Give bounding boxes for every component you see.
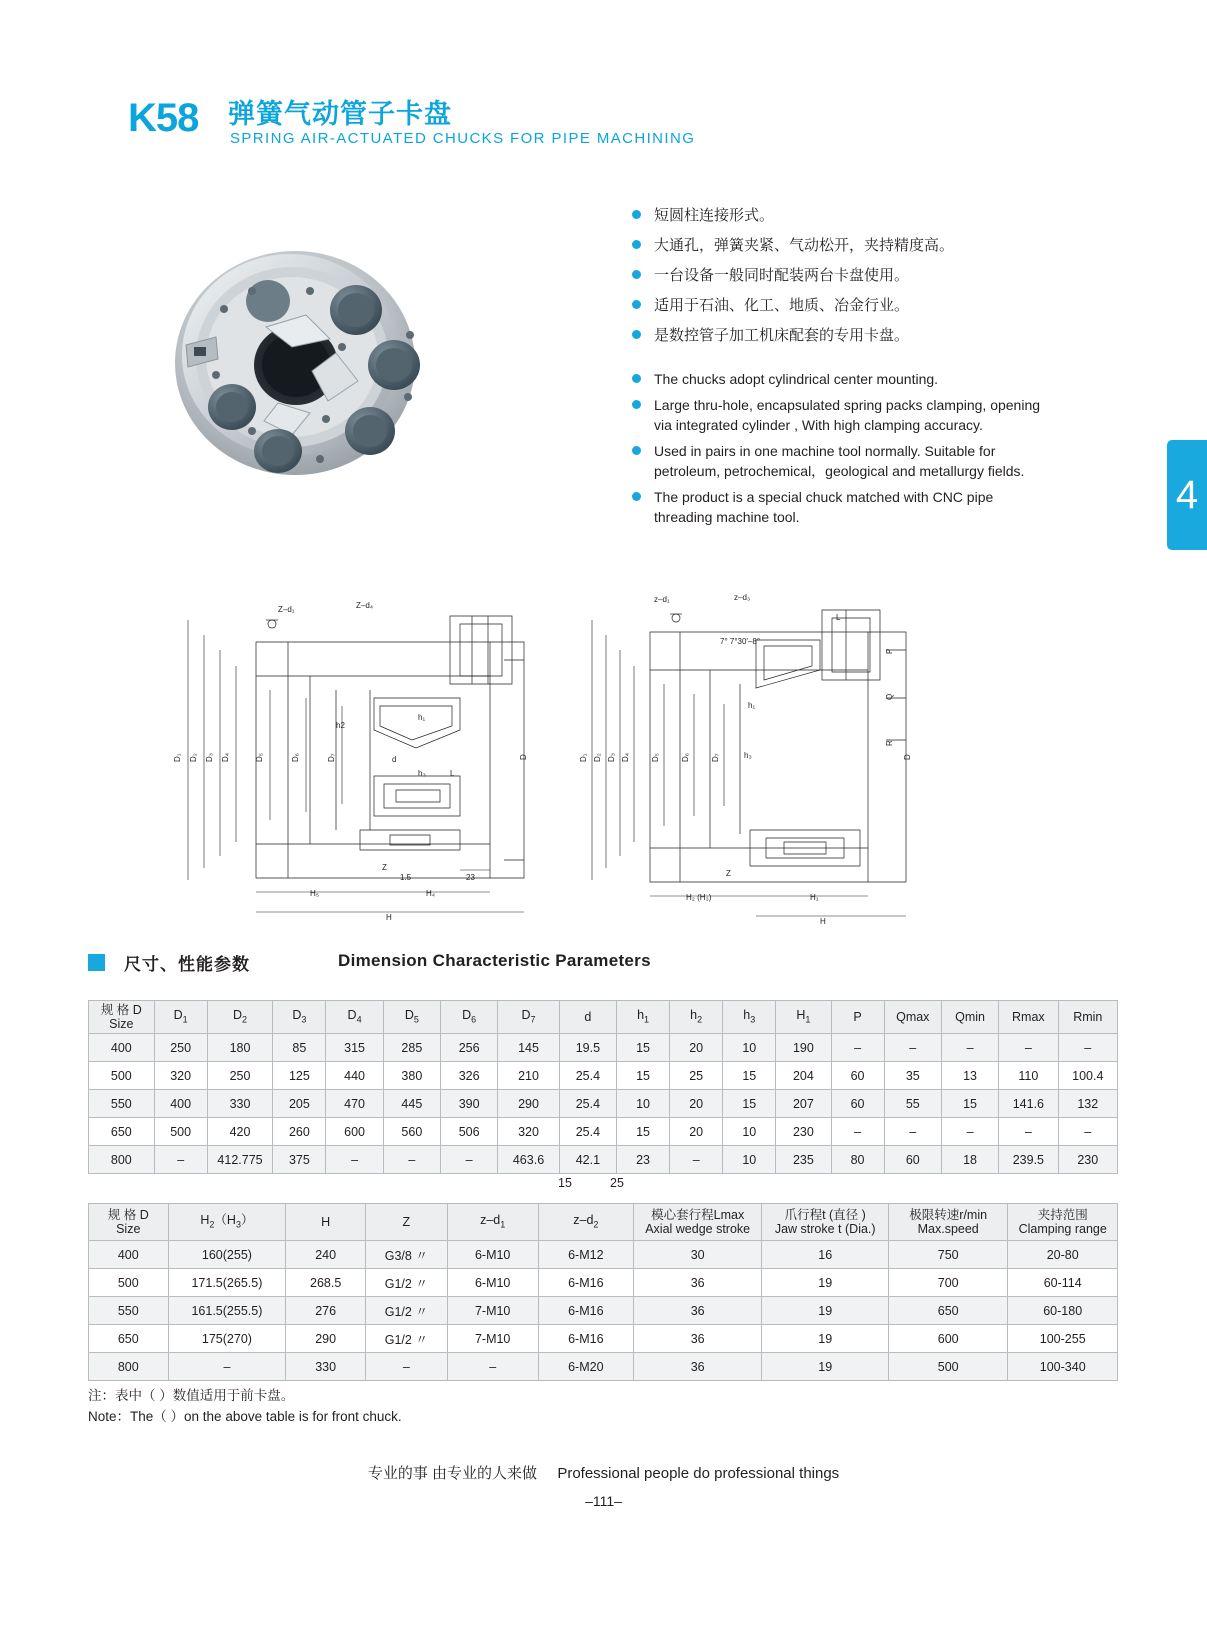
cell: 100.4 — [1058, 1062, 1117, 1090]
cell: 36 — [633, 1297, 762, 1325]
feature-item — [632, 487, 1052, 528]
bullet-dot-icon — [632, 300, 641, 309]
cell: 6-M16 — [538, 1269, 633, 1297]
cell: 80 — [831, 1146, 884, 1174]
svg-text:z–d₃: z–d₃ — [734, 593, 751, 602]
cell: 16 — [762, 1241, 889, 1269]
table-row — [89, 1297, 1118, 1325]
col-header: $z-d_1$ — [447, 1204, 538, 1241]
col-header: $z-d_2$ — [538, 1204, 633, 1241]
table-header-row — [89, 1204, 1118, 1241]
cell: 6-M16 — [538, 1325, 633, 1353]
col-header: 夹持范围 Clamping range — [1008, 1204, 1118, 1241]
cell: 380 — [383, 1062, 440, 1090]
cell: 330 — [286, 1353, 366, 1381]
col-header: H — [286, 1204, 366, 1241]
cell: 235 — [776, 1146, 831, 1174]
svg-text:h₁: h₁ — [748, 701, 756, 710]
technical-drawings — [160, 580, 960, 935]
col-header: Rmin — [1058, 1001, 1117, 1034]
col-header: $D_4$ — [326, 1001, 383, 1034]
cell: 400 — [89, 1241, 169, 1269]
cell: 161.5(255.5) — [168, 1297, 286, 1325]
table-row — [89, 1034, 1118, 1062]
cell: 320 — [498, 1118, 559, 1146]
cell: 750 — [888, 1241, 1007, 1269]
cell: 400 — [154, 1090, 207, 1118]
cell: 132 — [1058, 1090, 1117, 1118]
svg-text:D₃: D₃ — [607, 752, 616, 762]
feature-text: 是数控管子加工机床配套的专用卡盘。 — [654, 327, 910, 344]
col-header: d — [559, 1001, 616, 1034]
cell: 10 — [723, 1146, 776, 1174]
cell: 36 — [633, 1325, 762, 1353]
svg-text:h₁: h₁ — [418, 713, 426, 722]
cell: 100-255 — [1008, 1325, 1118, 1353]
col-header: $D_2$ — [207, 1001, 273, 1034]
table-header-row — [89, 1001, 1118, 1034]
dimension-table-2 — [88, 1203, 1118, 1381]
cell: 650 — [89, 1325, 169, 1353]
cell: 230 — [1058, 1146, 1117, 1174]
cell: 600 — [326, 1118, 383, 1146]
cell: 60 — [831, 1062, 884, 1090]
cell: 276 — [286, 1297, 366, 1325]
table-row — [89, 1062, 1118, 1090]
cell: 6-M16 — [538, 1297, 633, 1325]
cell: 145 — [498, 1034, 559, 1062]
feature-text: The chucks adopt cylindrical center mounting. — [654, 371, 939, 387]
cell: 25.4 — [559, 1090, 616, 1118]
cell: 125 — [273, 1062, 326, 1090]
cell: 239.5 — [999, 1146, 1058, 1174]
cell: – — [670, 1146, 723, 1174]
svg-text:23: 23 — [466, 873, 475, 882]
cell: – — [831, 1034, 884, 1062]
col-header: 模心套行程Lmax Axial wedge stroke — [633, 1204, 762, 1241]
model-code: K58 — [128, 96, 199, 140]
cell: 160(255) — [168, 1241, 286, 1269]
cell: 18 — [941, 1146, 998, 1174]
svg-text:H₂ (H₃): H₂ (H₃) — [686, 893, 712, 902]
svg-text:z–d₁: z–d₁ — [654, 595, 670, 604]
cell: 800 — [89, 1146, 155, 1174]
cell: 15 — [723, 1062, 776, 1090]
feature-item — [632, 325, 1052, 346]
cell: 60 — [831, 1090, 884, 1118]
table-row — [89, 1353, 1118, 1381]
cell: 6-M12 — [538, 1241, 633, 1269]
feature-item — [632, 369, 1052, 390]
cell: 315 — [326, 1034, 383, 1062]
col-header: 极限转速r/min Max.speed — [888, 1204, 1007, 1241]
cell: 390 — [441, 1090, 498, 1118]
cell: 240 — [286, 1241, 366, 1269]
svg-text:D₂: D₂ — [189, 753, 198, 762]
col-header: 规 格 D Size — [89, 1204, 169, 1241]
cell: 250 — [207, 1062, 273, 1090]
col-header: $D_1$ — [154, 1001, 207, 1034]
bullet-dot-icon — [632, 374, 641, 383]
svg-text:7° 7°30′–8°: 7° 7°30′–8° — [720, 637, 761, 646]
table-row — [89, 1118, 1118, 1146]
cell: 13 — [941, 1062, 998, 1090]
cell: 6-M10 — [447, 1241, 538, 1269]
cell: 15 — [617, 1118, 670, 1146]
cell: – — [441, 1146, 498, 1174]
svg-text:D₂: D₂ — [593, 753, 602, 762]
col-header: Z — [366, 1204, 448, 1241]
cell: 36 — [633, 1269, 762, 1297]
feature-text: 大通孔，弹簧夹紧、气动松开，夹持精度高。 — [654, 237, 955, 254]
page-title-cn: 弹簧气动管子卡盘 — [228, 99, 452, 129]
svg-text:h2: h2 — [336, 721, 345, 730]
cell: 25 — [670, 1062, 723, 1090]
cell: 650 — [888, 1297, 1007, 1325]
cell: 500 — [89, 1062, 155, 1090]
bullet-dot-icon — [632, 400, 641, 409]
cell: 500 — [89, 1269, 169, 1297]
cell: 650 — [89, 1118, 155, 1146]
cell: G3/8 〃 — [366, 1241, 448, 1269]
feature-text: 短圆柱连接形式。 — [654, 207, 775, 224]
svg-text:d: d — [392, 755, 397, 764]
bullet-dot-icon — [632, 240, 641, 249]
cell: 60 — [884, 1146, 941, 1174]
cell: G1/2 〃 — [366, 1297, 448, 1325]
cell: 42.1 — [559, 1146, 616, 1174]
cell: 141.6 — [999, 1090, 1058, 1118]
cell: – — [326, 1146, 383, 1174]
cell: – — [999, 1034, 1058, 1062]
cell: 445 — [383, 1090, 440, 1118]
table-row — [89, 1269, 1118, 1297]
cell: 60-114 — [1008, 1269, 1118, 1297]
cell: 15 — [617, 1034, 670, 1062]
feature-text: Large thru-hole, encapsulated spring packs clamping, opening via integrated cylinder , With high clamping accuracy. — [654, 396, 1041, 433]
svg-text:Z–d₁: Z–d₁ — [278, 605, 295, 614]
footer-slogan-en: Professional people do professional things — [557, 1465, 840, 1482]
cell: 260 — [273, 1118, 326, 1146]
cell: 10 — [723, 1118, 776, 1146]
cell: 85 — [273, 1034, 326, 1062]
cell: 285 — [383, 1034, 440, 1062]
cell: 330 — [207, 1090, 273, 1118]
cell: – — [831, 1118, 884, 1146]
svg-text:D₅: D₅ — [255, 753, 264, 762]
cell: 210 — [498, 1062, 559, 1090]
cell: – — [366, 1353, 448, 1381]
cell: 6-M10 — [447, 1269, 538, 1297]
col-header-cn: 规 格 D — [100, 1003, 142, 1017]
footer-slogan-cn: 专业的事 由专业的人来做 — [367, 1465, 537, 1482]
svg-text:D₄: D₄ — [221, 752, 230, 762]
section-title-en: Dimension Characteristic Parameters — [338, 951, 651, 970]
svg-text:D₇: D₇ — [327, 753, 336, 762]
bullet-dot-icon — [632, 492, 641, 501]
svg-text:H: H — [820, 917, 826, 926]
table-row — [89, 1241, 1118, 1269]
cell: 20 — [670, 1090, 723, 1118]
table-row — [89, 1325, 1118, 1353]
cell: 420 — [207, 1118, 273, 1146]
feature-item — [632, 265, 1052, 286]
cell: 320 — [154, 1062, 207, 1090]
svg-text:D: D — [903, 754, 912, 760]
svg-text:D₄: D₄ — [621, 752, 630, 762]
feature-text: Used in pairs in one machine tool normally. Suitable for petroleum, petrochemical，geological and metallurgy fields. — [654, 442, 1025, 479]
cell: 204 — [776, 1062, 831, 1090]
cell: 20 — [670, 1118, 723, 1146]
svg-text:D₁: D₁ — [579, 753, 588, 762]
cell: 550 — [89, 1297, 169, 1325]
cell: 506 — [441, 1118, 498, 1146]
bullet-dot-icon — [632, 330, 641, 339]
footer-slogan — [0, 1462, 1207, 1483]
cell: 20-80 — [1008, 1241, 1118, 1269]
col-header: Qmin — [941, 1001, 998, 1034]
cell: – — [154, 1146, 207, 1174]
svg-text:D₇: D₇ — [711, 753, 720, 762]
col-header: 爪行程t (直径 ) Jaw stroke t (Dia.) — [762, 1204, 889, 1241]
cell: – — [1058, 1034, 1117, 1062]
cell: 110 — [999, 1062, 1058, 1090]
section-heading — [88, 950, 988, 980]
cell: 180 — [207, 1034, 273, 1062]
cell: 230 — [776, 1118, 831, 1146]
svg-text:D₁: D₁ — [173, 753, 182, 762]
cell: 175(270) — [168, 1325, 286, 1353]
cell: 290 — [498, 1090, 559, 1118]
bullet-dot-icon — [632, 446, 641, 455]
cell: 35 — [884, 1062, 941, 1090]
cell: 256 — [441, 1034, 498, 1062]
extra-h2-value: 25 — [610, 1176, 624, 1190]
cell: 500 — [888, 1353, 1007, 1381]
svg-text:D₆: D₆ — [291, 752, 300, 762]
col-header: $h_3$ — [723, 1001, 776, 1034]
feature-item — [632, 295, 1052, 316]
svg-text:R: R — [885, 740, 894, 746]
cell: 15 — [941, 1090, 998, 1118]
cell: 60-180 — [1008, 1297, 1118, 1325]
svg-text:D: D — [519, 754, 528, 760]
col-header: $D_5$ — [383, 1001, 440, 1034]
page-tab-number: 4 — [1167, 440, 1207, 550]
cell: 400 — [89, 1034, 155, 1062]
svg-text:H₁: H₁ — [810, 893, 819, 902]
svg-text:D₃: D₃ — [205, 752, 214, 762]
cell: 55 — [884, 1090, 941, 1118]
cell: 700 — [888, 1269, 1007, 1297]
feature-text: 一台设备一般同时配装两台卡盘使用。 — [654, 267, 910, 284]
col-header: $H_1$ — [776, 1001, 831, 1034]
col-header: $h_1$ — [617, 1001, 670, 1034]
col-header: $D_6$ — [441, 1001, 498, 1034]
cell: 19 — [762, 1269, 889, 1297]
col-header: Qmax — [884, 1001, 941, 1034]
cell: – — [941, 1118, 998, 1146]
svg-text:H: H — [386, 913, 392, 922]
cell: – — [884, 1118, 941, 1146]
svg-text:Z: Z — [726, 869, 731, 878]
cell: 19.5 — [559, 1034, 616, 1062]
svg-text:L: L — [450, 769, 455, 778]
cell: 207 — [776, 1090, 831, 1118]
table-notes — [88, 1385, 402, 1427]
dimension-table-1 — [88, 1000, 1118, 1174]
cell: 10 — [617, 1090, 670, 1118]
cell: 600 — [888, 1325, 1007, 1353]
section-marker-icon — [88, 954, 105, 971]
feature-item — [632, 441, 1052, 482]
cell: 23 — [617, 1146, 670, 1174]
cell: 250 — [154, 1034, 207, 1062]
cell: 190 — [776, 1034, 831, 1062]
col-header — [89, 1001, 155, 1034]
cell: 470 — [326, 1090, 383, 1118]
col-header: $H_2(H_3)$ — [168, 1204, 286, 1241]
product-photo — [160, 235, 440, 485]
cell: G1/2 〃 — [366, 1269, 448, 1297]
svg-text:L: L — [836, 613, 841, 622]
cell: – — [447, 1353, 538, 1381]
col-header-en: Size — [109, 1017, 134, 1031]
cell: 6-M20 — [538, 1353, 633, 1381]
cell: 800 — [89, 1353, 169, 1381]
cell: 550 — [89, 1090, 155, 1118]
cell: 20 — [670, 1034, 723, 1062]
svg-text:D₅: D₅ — [651, 753, 660, 762]
svg-text:h₃: h₃ — [744, 751, 752, 760]
cell: – — [941, 1034, 998, 1062]
col-header: $h_2$ — [670, 1001, 723, 1034]
svg-text:Z: Z — [382, 863, 387, 872]
svg-text:Q: Q — [885, 693, 894, 700]
cell: 36 — [633, 1353, 762, 1381]
cell: – — [383, 1146, 440, 1174]
cell: 560 — [383, 1118, 440, 1146]
cell: 7-M10 — [447, 1297, 538, 1325]
note-en: Note：The（ ）on the above table is for front chuck. — [88, 1409, 402, 1424]
svg-text:Z–d₄: Z–d₄ — [356, 601, 374, 610]
cell: 463.6 — [498, 1146, 559, 1174]
cell: 326 — [441, 1062, 498, 1090]
cell: 25.4 — [559, 1062, 616, 1090]
cell: 500 — [154, 1118, 207, 1146]
extra-h1-value: 15 — [558, 1176, 572, 1190]
cell: 290 — [286, 1325, 366, 1353]
cell: 440 — [326, 1062, 383, 1090]
cell: 15 — [723, 1090, 776, 1118]
cell: G1/2 〃 — [366, 1325, 448, 1353]
table-row — [89, 1090, 1118, 1118]
col-header: $D_3$ — [273, 1001, 326, 1034]
cell: 100-340 — [1008, 1353, 1118, 1381]
table-row — [89, 1146, 1118, 1174]
cell: – — [168, 1353, 286, 1381]
cell: 412.775 — [207, 1146, 273, 1174]
cell: 171.5(265.5) — [168, 1269, 286, 1297]
cell: – — [999, 1118, 1058, 1146]
bullet-dot-icon — [632, 210, 641, 219]
feature-list — [632, 205, 1052, 533]
cell: 375 — [273, 1146, 326, 1174]
cell: 10 — [723, 1034, 776, 1062]
bullet-dot-icon — [632, 270, 641, 279]
note-cn: 注：表中（ ）数值适用于前卡盘。 — [88, 1388, 295, 1403]
cell: 30 — [633, 1241, 762, 1269]
svg-text:P: P — [885, 648, 894, 654]
feature-text: The product is a special chuck matched with CNC pipe threading machine tool. — [654, 488, 994, 525]
col-header: P — [831, 1001, 884, 1034]
cell: 268.5 — [286, 1269, 366, 1297]
cell: 19 — [762, 1353, 889, 1381]
svg-text:h₃: h₃ — [418, 769, 426, 778]
section-title-cn: 尺寸、性能参数 — [124, 955, 250, 974]
cell: 25.4 — [559, 1118, 616, 1146]
col-header: $D_7$ — [498, 1001, 559, 1034]
feature-item — [632, 205, 1052, 226]
cell: – — [884, 1034, 941, 1062]
cell: 205 — [273, 1090, 326, 1118]
col-header: Rmax — [999, 1001, 1058, 1034]
cell: 15 — [617, 1062, 670, 1090]
page-number: –111– — [585, 1493, 622, 1509]
svg-text:1.5: 1.5 — [400, 873, 412, 882]
page-title-en: SPRING AIR-ACTUATED CHUCKS FOR PIPE MACHINING — [230, 130, 696, 147]
cell: 19 — [762, 1325, 889, 1353]
feature-item — [632, 395, 1052, 436]
svg-text:D₆: D₆ — [681, 752, 690, 762]
cell: 19 — [762, 1297, 889, 1325]
svg-text:H₅: H₅ — [310, 889, 319, 898]
svg-text:H₄: H₄ — [426, 889, 436, 898]
cell: 7-M10 — [447, 1325, 538, 1353]
feature-text: 适用于石油、化工、地质、冶金行业。 — [654, 297, 910, 314]
cell: – — [1058, 1118, 1117, 1146]
feature-item — [632, 235, 1052, 256]
